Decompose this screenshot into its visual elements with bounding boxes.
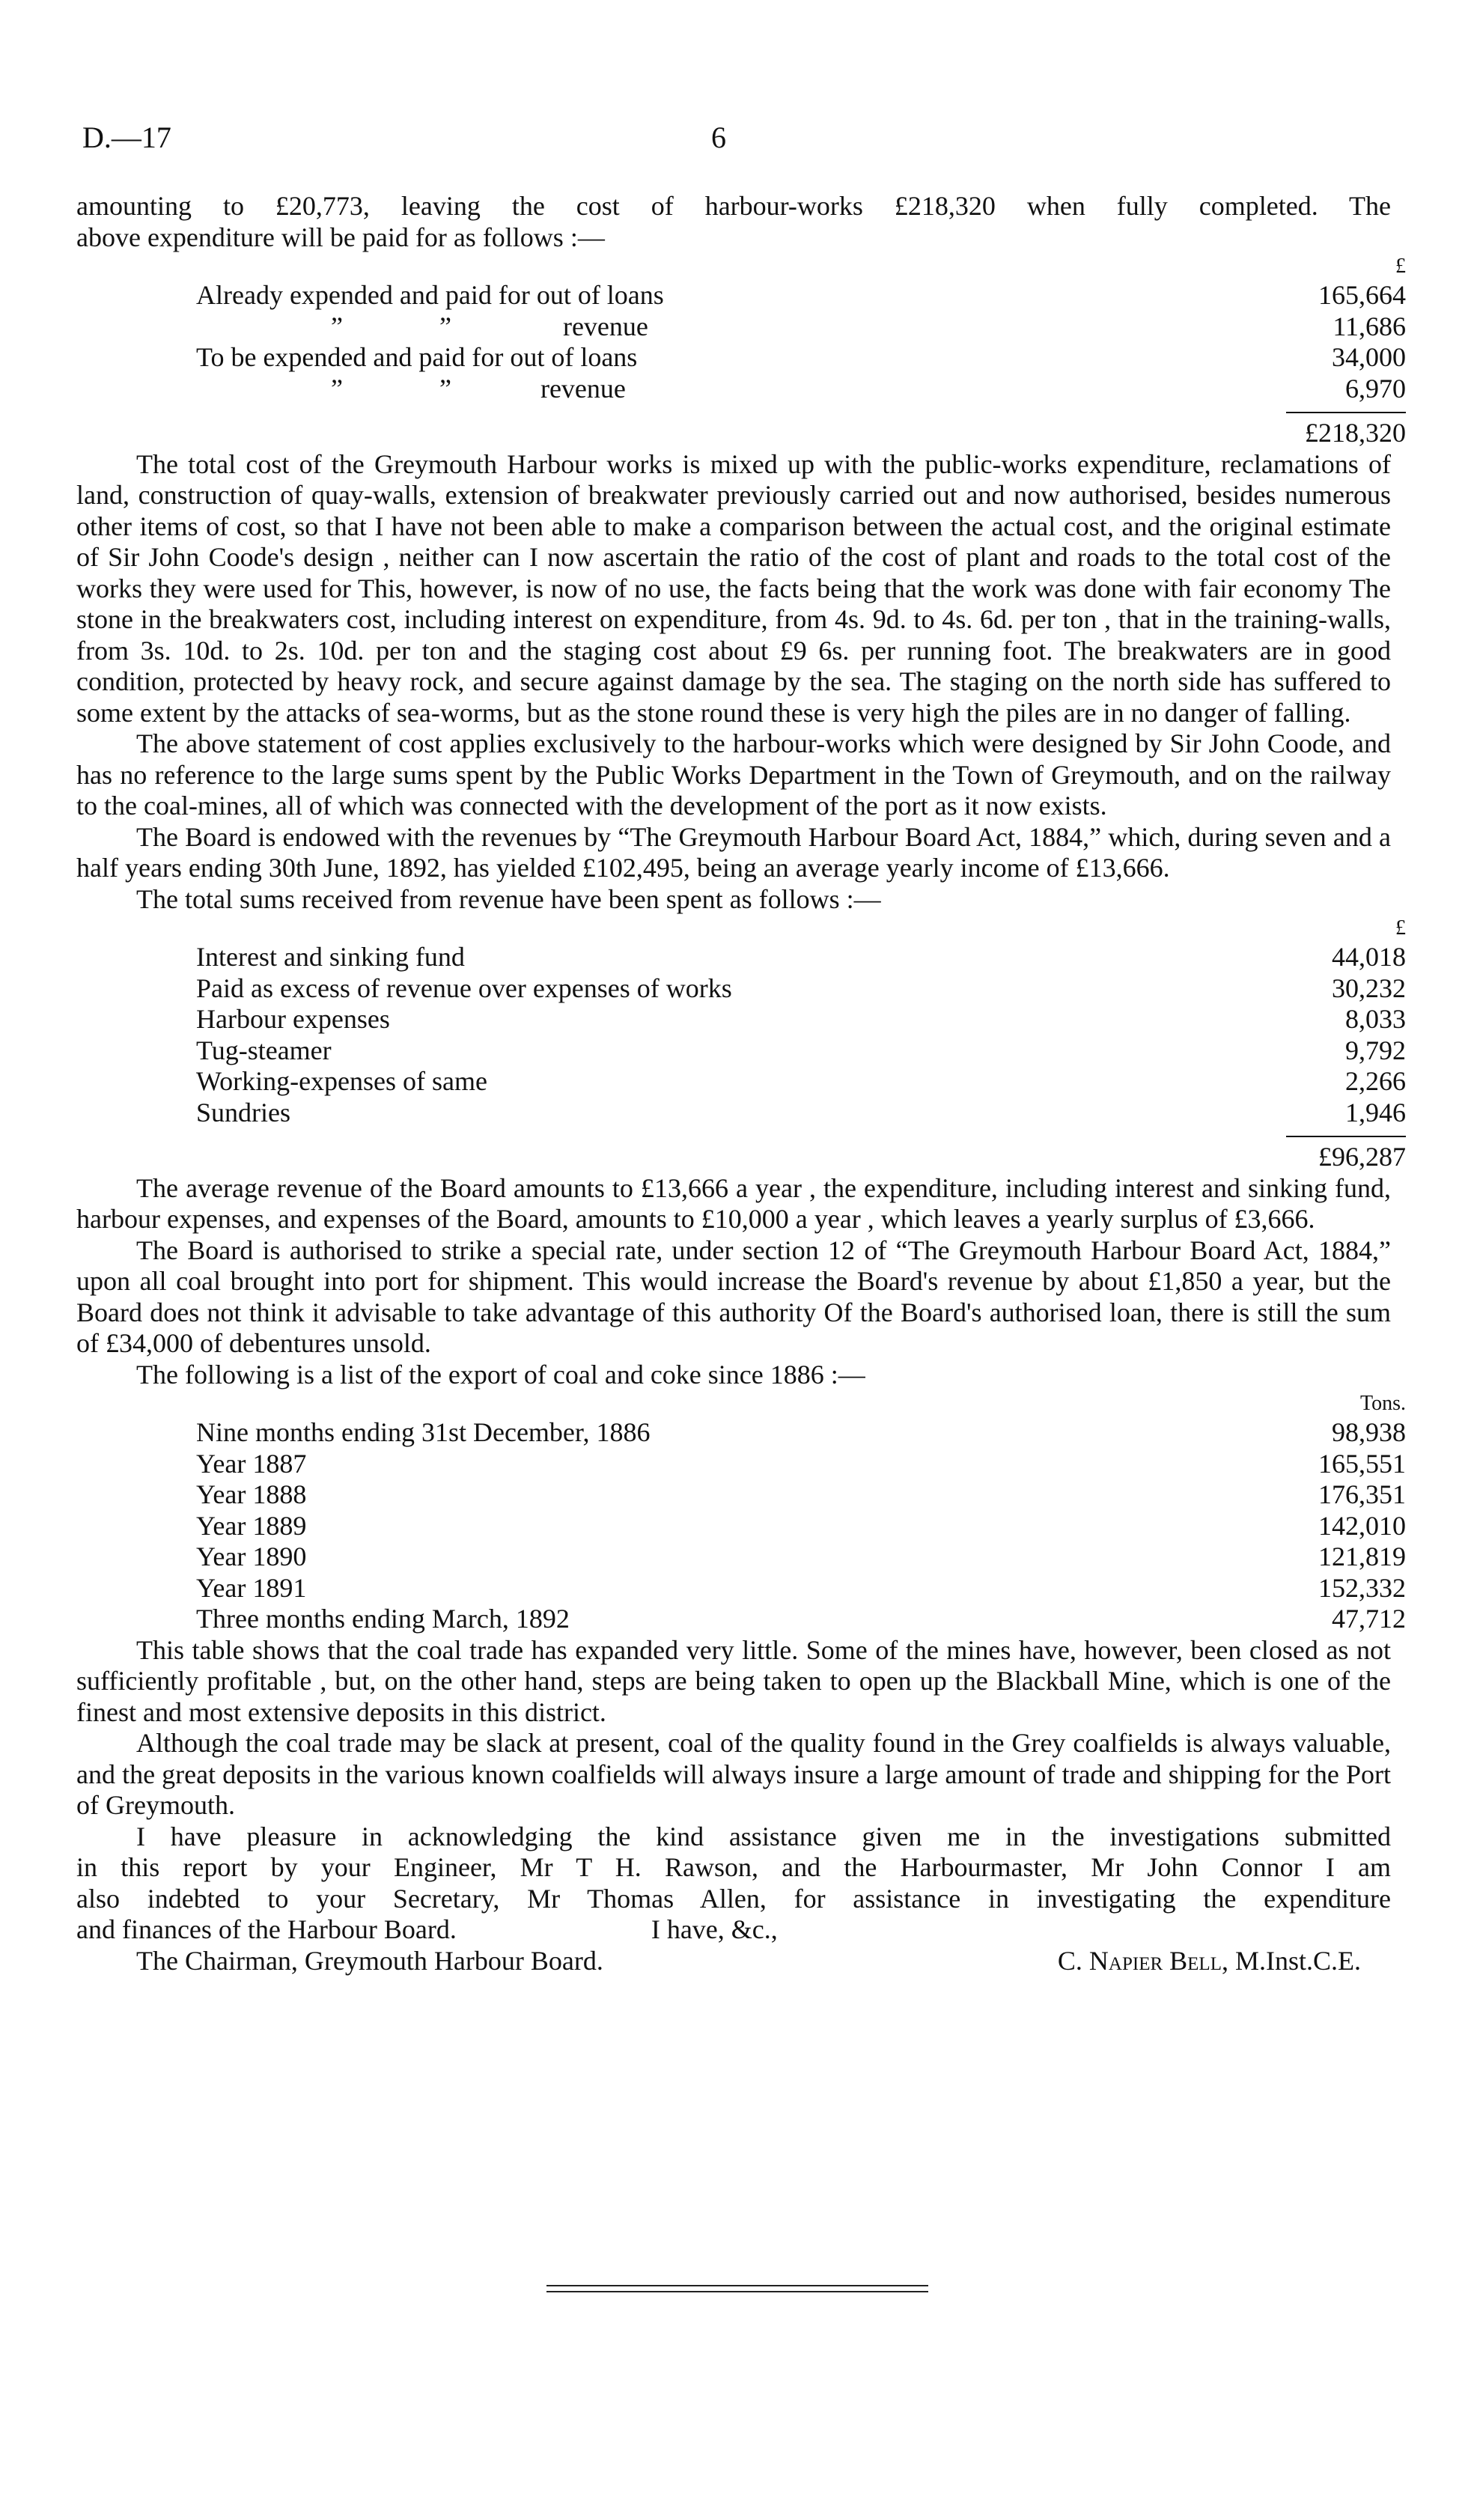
ditto-mark: ” <box>331 311 343 341</box>
page-header <box>82 120 1386 165</box>
row-value: 142,010 <box>1318 1510 1406 1541</box>
author-credentials: M.Inst.C.E. <box>1234 1945 1361 1976</box>
page-number: 6 <box>711 121 726 154</box>
row-value: 34,000 <box>1332 342 1406 372</box>
export-table <box>196 1390 1406 1635</box>
text-line: in this report by your Engineer, Mr T H. Rawson, and the Harbourmaster, Mr John Connor I am <box>76 1852 1391 1882</box>
end-rule-bottom <box>546 2291 928 2292</box>
paragraph-export-intro: The following is a list of the export of coal and coke since 1886 :— <box>136 1359 865 1390</box>
row-value: 98,938 <box>1332 1417 1406 1447</box>
table-row <box>196 1066 1406 1098</box>
row-value: 121,819 <box>1318 1541 1406 1571</box>
cost-table <box>196 253 1406 449</box>
total-value: £96,287 <box>1318 1142 1406 1172</box>
author-initial: C. <box>1057 1945 1082 1976</box>
row-value: 47,712 <box>1332 1604 1406 1634</box>
row-label: Tug-steamer <box>196 1035 332 1065</box>
total-rule <box>1286 1136 1406 1137</box>
row-value: 30,232 <box>1332 973 1406 1003</box>
total-row <box>196 1142 1406 1173</box>
row-label: Paid as excess of revenue over expenses of works <box>196 973 732 1003</box>
row-label: Year 1889 <box>196 1510 307 1541</box>
row-label: revenue <box>562 311 648 341</box>
signoff <box>76 1946 1391 1977</box>
row-label: To be expended and paid for out of loans <box>196 342 638 372</box>
revenue-table <box>196 915 1406 1173</box>
table-row <box>196 942 1406 973</box>
table-row <box>196 280 1406 311</box>
row-label-ditto <box>196 374 626 405</box>
ditto-mark: ” <box>439 311 451 341</box>
paragraph-statement: The above statement of cost applies exclusively to the harbour-works which were designed by Sir John Coode, and has no reference to the large sums spent by the Public Works Department in the Town of Greymouth, and on the railway to the coal-mines, all of which was connected with the development of the port as it now exists. <box>76 728 1391 821</box>
total-rule <box>1286 412 1406 413</box>
row-value: 1,946 <box>1345 1097 1406 1127</box>
text-line: and finances of the Harbour Board. <box>76 1914 457 1944</box>
row-label-ditto <box>196 311 648 343</box>
table-row <box>196 1541 1406 1573</box>
row-label: revenue <box>540 373 626 404</box>
table-row <box>196 1479 1406 1511</box>
row-value: 44,018 <box>1332 942 1406 972</box>
row-label: Year 1887 <box>196 1448 307 1479</box>
paragraph-coal-trade: This table shows that the coal trade has expanded very little. Some of the mines have, however, been closed as not sufficiently profitable , but, on the other hand, steps are being taken to open up the Blackball Mine, which is one of the finest and most extensive deposits in this district. <box>76 1634 1391 1727</box>
end-rule-top <box>546 2285 928 2286</box>
ditto-mark: ” <box>439 373 451 404</box>
table-row <box>196 1573 1406 1604</box>
row-value: 11,686 <box>1333 311 1406 341</box>
signature <box>1058 1946 1361 1977</box>
table-row <box>196 374 1406 405</box>
row-value: 2,266 <box>1345 1066 1406 1096</box>
row-label: Already expended and paid for out of loans <box>196 280 664 310</box>
paragraph-amount <box>76 191 1391 253</box>
row-label: Year 1890 <box>196 1541 307 1571</box>
row-label: Harbour expenses <box>196 1004 390 1034</box>
row-label: Working-expenses of same <box>196 1066 487 1096</box>
row-label: Three months ending March, 1892 <box>196 1604 570 1634</box>
document-reference: D.—17 <box>82 121 171 154</box>
table-row <box>196 1449 1406 1480</box>
text-line: I have pleasure in acknowledging the kind assistance given me in the investigations submitted <box>136 1821 1391 1851</box>
table-row <box>196 1417 1406 1449</box>
currency-unit: £ <box>1395 916 1406 940</box>
row-value: 152,332 <box>1318 1572 1406 1603</box>
row-label: Year 1891 <box>196 1572 307 1603</box>
table-row <box>196 342 1406 374</box>
text-line: amounting to £20,773, leaving the cost of harbour-works £218,320 when fully completed. The <box>76 191 1391 221</box>
row-label: Year 1888 <box>196 1479 307 1509</box>
paragraph-average-revenue: The average revenue of the Board amounts to £13,666 a year , the expenditure, including interest and sinking fund, harbour expenses, and expenses of the Board, amounts to £10,000 a year , which leaves a yearly surplus of £3,666. <box>76 1172 1391 1234</box>
paragraph-special-rate: The Board is authorised to strike a special rate, under section 12 of “The Greymouth Harbour Board Act, 1884,” upon all coal brought into port for shipment. This would increase the Board's revenue by about £1,850 a year, but the Board does not think it advisable to take advantage of this authority Of the Board's authorised loan, there is still the sum of £34,000 of debentures unsold. <box>76 1235 1391 1358</box>
total-value: £218,320 <box>1305 418 1406 448</box>
ditto-mark: ” <box>331 373 343 404</box>
row-value: 9,792 <box>1345 1035 1406 1065</box>
tons-unit: Tons. <box>1359 1392 1406 1415</box>
text-line: above expenditure will be paid for as follows :— <box>76 222 605 252</box>
author-name: Napier Bell, <box>1088 1945 1228 1976</box>
table-row <box>196 311 1406 343</box>
total-row <box>196 418 1406 449</box>
row-label: Nine months ending 31st December, 1886 <box>196 1417 651 1447</box>
paragraph-coal-quality: Although the coal trade may be slack at present, coal of the quality found in the Grey coalfields is always valuable, and the great deposits in the various known coalfields will always insure a large amount of trade and shipping for the Port of Greymouth. <box>76 1728 1391 1820</box>
table-row <box>196 1035 1406 1067</box>
table-row <box>196 1511 1406 1542</box>
report-body <box>76 191 1406 1976</box>
row-value: 6,970 <box>1345 373 1406 404</box>
row-label: Sundries <box>196 1097 290 1127</box>
text-line-with-closing <box>76 1914 1391 1946</box>
currency-unit: £ <box>1395 255 1406 278</box>
table-row <box>196 1098 1406 1129</box>
closing-phrase: I have, &c., <box>651 1914 778 1944</box>
addressee: The Chairman, Greymouth Harbour Board. <box>136 1945 603 1976</box>
text-line: also indebted to your Secretary, Mr Thomas Allen, for assistance in investigating the expenditure <box>76 1883 1391 1914</box>
row-value: 176,351 <box>1318 1479 1406 1509</box>
row-label: Interest and sinking fund <box>196 942 465 972</box>
table-row <box>196 973 1406 1005</box>
row-value: 165,551 <box>1318 1448 1406 1479</box>
table-row <box>196 1604 1406 1635</box>
paragraph-acknowledgement <box>76 1821 1391 1946</box>
row-value: 165,664 <box>1318 280 1406 310</box>
paragraph-board-revenue: The Board is endowed with the revenues by “The Greymouth Harbour Board Act, 1884,” which, during seven and a half years ending 30th June, 1892, has yielded £102,495, being an average yearly income of £13,666. <box>76 821 1391 883</box>
paragraph-revenue-intro: The total sums received from revenue have been spent as follows :— <box>136 883 881 914</box>
paragraph-total-cost: The total cost of the Greymouth Harbour works is mixed up with the public-works expenditure, reclamations of land, construction of quay-walls, extension of breakwater previously carried out and now authorised, besides numerous other items of cost, so that I have not been able to make a comparison between the actual cost, and the original estimate of Sir John Coode's design , neither can I now ascertain the ratio of the cost of plant and roads to the total cost of the works they were used for This, however, is now of no use, the facts being that the work was done with fair economy The stone in the breakwaters cost, including interest on expenditure, from 4s. 9d. to 4s. 6d. per ton , that in the training-walls, from 3s. 10d. to 2s. 10d. per ton and the staging cost about £9 6s. per running foot. The breakwaters are in good condition, protected by heavy rock, and secure against damage by the sea. The staging on the north side has suffered to some extent by the attacks of sea-worms, but as the stone round these is very high the piles are in no danger of falling. <box>76 448 1391 728</box>
row-value: 8,033 <box>1345 1004 1406 1034</box>
table-row <box>196 1004 1406 1035</box>
